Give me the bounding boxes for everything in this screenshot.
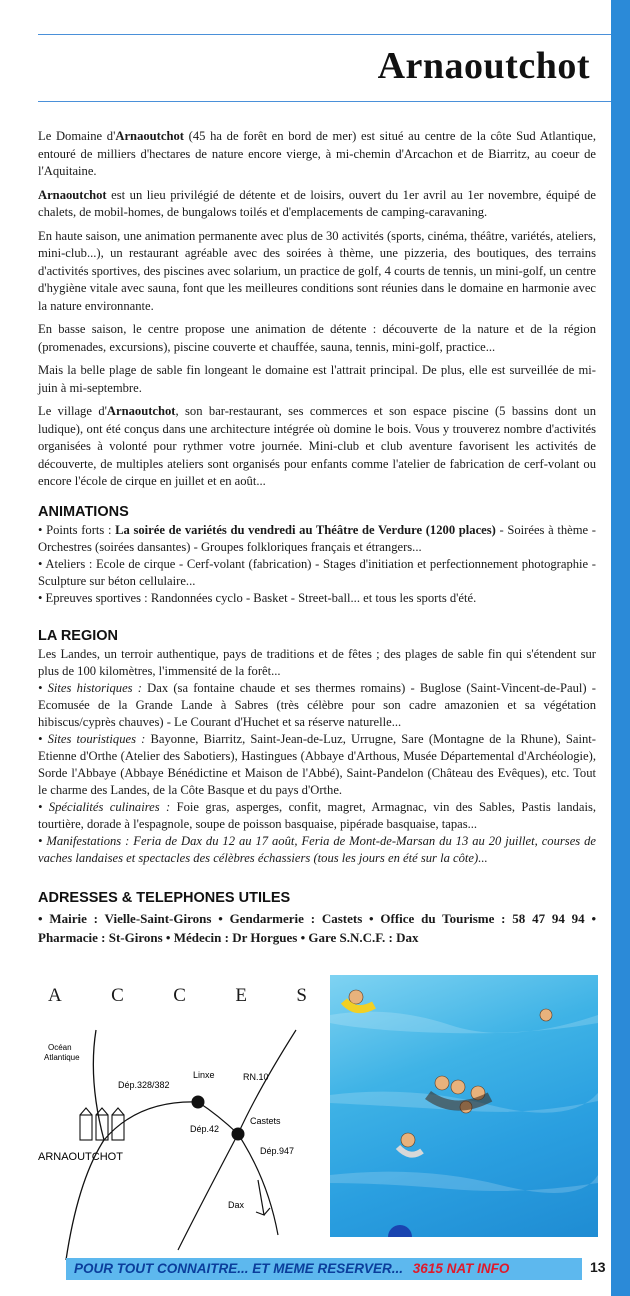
top-rule [38,34,611,35]
addresses-heading: ADRESSES & TELEPHONES UTILES [38,890,291,906]
region-item: • Sites historiques : Dax (sa fontaine chaude et ses thermes romains) - Buglose (Saint-Vincent-de-Paul) - Ecomusée de la Grande Lande à Sabres (très célèbre pour son cadre amazonien et sa végétation hibiscus/cyprès chauves) - Le Courant d'Huchet et sa réserve naturelle... [38,681,596,729]
village-icon [80,1108,124,1140]
region-item: • Sites touristiques : Bayonne, Biarritz, Saint-Jean-de-Luz, Urrugne, Sare (Montagne de la Rhune), Saint-Etienne d'Orthe (Atelier des Sabotiers), Hastingues (Abbaye d'Arthous, Musée Départemental d'Archéologie), Sorde l'Abbaye (Abbaye Bénédictine et Maison de l'Abbé), Saint-Pandelon (Château des Evêques), etc. Tout le charme des Landes, de la Côte Basque et du pays d'Orthe. [38,732,597,797]
footer-banner [66,1258,582,1280]
animations-item: • Epreuves sportives : Randonnées cyclo - Basket - Street-ball... et tous les sports d'été. [38,591,477,605]
footer-slogan: POUR TOUT CONNAITRE... ET MEME RESERVER... [74,1261,404,1276]
intro-paragraph-6: Le village d'Arnaoutchot, son bar-restaurant, ses commerces et son espace piscine (5 bassins dont un ludique), ont été conçus dans une architecture intégrée où domine le bois. Vous y trouverez nombre d'activités organisées à volonté pour rythmer votre journée. Mini-club et club aventure favorisent les activités de découverte, de multiples ateliers sont organisés pour enfants comme l'atelier de fabrication de cerf-volant ou encore l'école de cirque en juillet et en août... [38,404,596,488]
acces-letter: C [111,985,125,1006]
acces-letter: A [48,985,63,1006]
region-item: • Manifestations : Feria de Dax du 12 au 17 août, Feria de Mont-de-Marsan du 13 au 20 juillet, courses de vaches landaises et spectacles des célèbres échassiers (tous les jours en été sur la côte)... [38,834,596,865]
region-section [38,646,596,867]
map-label-arnaoutchot: ARNAOUTCHOT [38,1151,123,1163]
intro-text [38,128,596,497]
page-number: 13 [590,1259,606,1275]
animations-section [38,522,596,607]
region-item: • Spécialités culinaires : Foie gras, asperges, confit, magret, Armagnac, vin des Sables, Pastis landais, tourtière, dorade à l'espagnole, soupe de poisson basquaise, pipérade basquaise, tapas... [38,800,596,831]
acces-letter: E [235,985,248,1006]
acces-letter: S [296,985,308,1006]
map-label-ocean: Océan [48,1043,72,1052]
intro-paragraph-5: Mais la belle plage de sable fin longeant le domaine est l'attrait principal. De plus, elle est surveillée de mi-juin à mi-septembre. [38,363,596,395]
animations-heading: ANIMATIONS [38,504,129,520]
right-edge-bar [611,0,630,1296]
map-label-dep328: Dép.328/382 [118,1080,170,1090]
intro-paragraph-4: En basse saison, le centre propose une animation de détente : découverte de la nature et de la région (promenades, excursions), piscine couverte et chauffée, sauna, tennis, mini-golf, practice... [38,322,596,354]
acces-title [48,985,308,1007]
map-label-dep42: Dép.42 [190,1124,220,1134]
title-rule [38,101,611,102]
map-label-rn10: RN.10 [243,1072,269,1082]
map-label-dax: Dax [228,1200,245,1210]
intro-paragraph-2: Arnaoutchot est un lieu privilégié de détente et de loisirs, ouvert du 1er avril au 1er novembre, équipé de chalets, de mobil-homes, de bungalows toilés et d'emplacements de camping-caravaning. [38,187,596,219]
map-label-dep947: Dép.947 [260,1146,295,1156]
access-map [38,1020,318,1270]
animations-item: • Ateliers : Ecole de cirque - Cerf-volant (fabrication) - Stages d'initiation et perfectionnement photographie - Sculpture sur béton cellulaire... [38,557,596,588]
page-title: Arnaoutchot [377,45,590,87]
footer-minitel: 3615 NAT INFO [412,1261,510,1276]
pool-photo [330,975,598,1237]
acces-letter: C [173,985,187,1006]
addresses-text: • Mairie : Vielle-Saint-Girons • Gendarmerie : Castets • Office du Tourisme : 58 47 94 94 • Pharmacie : St-Girons • Médecin : Dr Horgues • Gare S.N.C.F. : Dax [38,911,596,945]
pool-photo-image [330,975,598,1237]
animations-item: • Points forts : La soirée de variétés du vendredi au Théâtre de Verdure (1200 places) - Soirées à thème - Orchestres (soirées dansantes) - Groupes folkloriques français et étrangers... [38,523,596,554]
region-intro: Les Landes, un terroir authentique, pays de traditions et de fêtes ; des plages de sable fin qui s'étendent sur plus de 100 kilomètres, l'immensité de la forêt... [38,647,596,678]
linxe-dot-icon [192,1096,205,1109]
map-label-castets: Castets [250,1116,281,1126]
coastline [66,1030,104,1260]
intro-paragraph-1: Le Domaine d'Arnaoutchot (45 ha de forêt en bord de mer) est situé au centre de la côte Sud Atlantique, entouré de milliers d'hectares de nature encore vierge, à mi-chemin d'Arcachon et de Biarritz, au coeur de l'Aquitaine. [38,129,596,178]
castets-dot-icon [232,1128,245,1141]
region-heading: LA REGION [38,628,119,644]
map-label-linxe: Linxe [193,1070,215,1080]
map-label-atlantique: Atlantique [44,1053,80,1062]
intro-paragraph-3: En haute saison, une animation permanente avec plus de 30 activités (sports, cinéma, théâtre, variétés, ateliers, mini-club...), un restaurant agréable avec des soirées à thème, une pizzeria, des boutiques, des terrains d'activités sportives, des piscines avec solarium, un practice de golf, 4 courts de tennis, un mini-golf, un centre d'hygiène vitale avec sauna, font que les meilleures conditions sont réunies dans le domaine en harmonie avec la nature environnante. [38,228,596,313]
